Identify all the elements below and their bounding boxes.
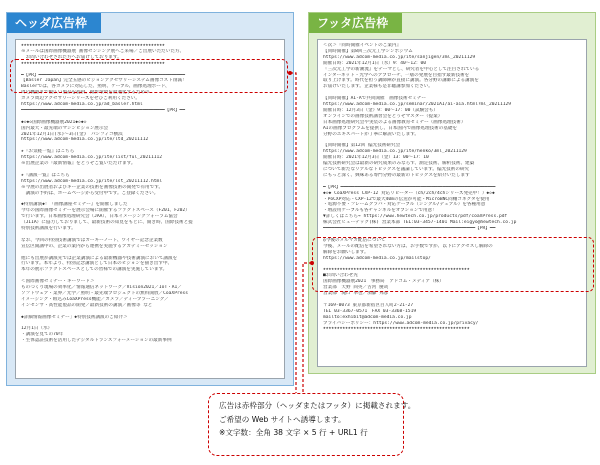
email-line: （JIIA）に協力しておりまして、最新技術の知見をもとに、開き時、国際技術と提 [21, 220, 193, 226]
note-line-1: 広告は赤枠部分（ヘッダまたはフッタ）に掲載されます。 [219, 401, 416, 410]
footer-ad-highlight [312, 237, 594, 292]
email-line: ★★★★★★★★★★★★★★★★★★★★★★★★★★★★★★★★★★★★★★★★★★★★★★★★★★★★★ [323, 326, 470, 332]
email-line: ★★★★★★★★★★★★★★★★★★★★★★★★★★★★★★★★★★★★★★★★★★★★★★★★★★★★ [21, 60, 165, 66]
email-line: 国内最大・最先端のマシンビジョン展示会 [21, 125, 109, 131]
email-line: ◆特別講演◆！『画像講座セミナー』を開催しました [21, 202, 128, 208]
email-line: https://www.adcom-media.co.jp/ite/list/ful_20211112 [21, 155, 163, 161]
note-line-2: ご希望の Web サイトへ誘導します。 [219, 414, 346, 424]
header-ad-highlight [10, 59, 288, 93]
email-line: 解除をお願いします。 [323, 249, 369, 255]
email-line: ソフトウェア・業界／光学／照明・最先端プロジェクトの無料開放／CoaXPress [21, 290, 189, 296]
email-line: イメージング・組込みCoaXPress機能／カメラ／ディープラーニング／ [21, 296, 169, 302]
email-line: ━━━━━━━━━━━━━━━━━━━━━━━━━━━━━━━━━━━━━━━━━━━━━━━━━━━━【PR】━━ [21, 107, 186, 113]
email-line: 特別技術講演を行います。 [21, 226, 76, 232]
ad-placement-note [208, 393, 416, 456]
email-line: TEL 03-3367-0571 FAX 03-3368-1519 [323, 308, 417, 314]
email-line: 宣伝区開講中の、企業の案内から連携を実施するアカデミーセッション [21, 243, 168, 249]
footer-email-sample [317, 39, 587, 367]
email-line: https://www.adcom-media.co.jp/ite/sanjigen/3ml_20211129 [323, 54, 476, 60]
email-line: 【同時開催】第12回 偏光技術研究会 [323, 143, 401, 149]
email-line: 【同時開催】AI-Aで共同開催 画像技術セミナー [323, 96, 426, 102]
email-line: ・電源不要・フレームグラバ・対応ケーブル（シングル/デュアル）を各種用意 [323, 202, 486, 208]
email-line: ・生体認証技術を活用したデジタルトランスフォーメーションの最新事例 [21, 338, 172, 344]
email-line: 行います。本年より、特別記念講演として日本のビジョンを描き出す中、 [21, 261, 173, 267]
note-line-3: ※文字数：全角 38 文字 × 5 行 + URL1 行 [219, 428, 368, 437]
email-line: インターネット・光学へのアプローチ、一層の発展を目指す最新技術を [323, 72, 470, 78]
footer-ad-tab: フッタ広告枠 [309, 13, 402, 33]
email-line: 【Basler Japan】完全五感のビジョンアクセサリーシステム画像コスト削減！ [21, 78, 187, 84]
email-line: ＜国際画像セミナー・キーワード＞ [21, 279, 95, 285]
email-line: なお、今回の特別技術講演ではカーキーノート、ワイヤー記念企業数 [21, 237, 163, 243]
email-line: ・増設用ケーブルも各チャンネルをオプションで用意！ [323, 208, 437, 214]
email-line: 本年の展示ファクトスペースとしての皆様での講演を実施しています。 [21, 267, 168, 273]
header-ad-tab: ヘッダ広告枠 [7, 13, 101, 33]
email-line: ※出展企業の『最新情報』をどうぞご覧いただけます。 [21, 161, 136, 167]
email-line: https://www.adcom-media.co.jp/mailstop/ [323, 255, 431, 261]
email-line: で行います。日本画像処理研究会（JAA）、日本イメージングフォーラム協会 [21, 214, 178, 220]
email-line: ※今展の出展者およびキー企業の技術を画像技術の開発で有用です。 [21, 184, 164, 190]
email-line: お問い合わせされた方へお届けしております。 [21, 54, 122, 60]
email-line: ◆◇◆◇国際画像機器展2021◆◇◆◇ [21, 119, 87, 125]
email-line: 分野のエキスパートが丁寧に解説いたします。 [323, 131, 420, 137]
email-line: 営業部 滝口 準也／加藤 邦彦 [323, 290, 389, 296]
email-line: ━【PR】━━━━━━━━━━━━━━━━━━━━━━━━━━━━━━━━━━━━━━━━━━━━━━━━━━━━━ [21, 72, 186, 78]
email-line: 今後、メールの配信を希望されない方は、お手数ですが、以下にアクセスし解除の [323, 243, 493, 249]
email-line: ━【PR】━━━━━━━━━━━━━━━━━━━━━━━━━━━━━━━━━━━━━━━━━━━━━━━━━━━━━━━━ [323, 184, 496, 190]
email-line: お届けいたします。企業様も是非聴講参加ください。 [323, 84, 433, 90]
email-line: 偏光技術研究会は最新の研究成果のみならず、測定技術、解析技術、建築 [323, 161, 475, 167]
email-line: ◎今後のメルマガ配信について [323, 237, 386, 243]
email-line: Baslerでは、各カメラに対応した、照明、ケーブル、画像処理ボード、 [21, 84, 170, 90]
email-line: https://www.adcom-media.co.jp/ite/lst_20211112.html [21, 178, 163, 184]
email-line: ★『お気軽一覧』はこちら [21, 149, 75, 155]
email-line: プライバシーポリシー：https://www.adcom-media.co.jp/privacy/ [323, 320, 479, 326]
email-line: 講演の予約は、ホームページから受付中です。ご登録ください。 [21, 190, 159, 196]
email-line: カメラ周辺アクセサリーシリーズをぜひご利用ください。 [21, 96, 140, 102]
email-line: 営業部 天野 尚英／古河 慶哉 [323, 285, 389, 291]
email-line: https://www.adcom-media.co.jp/ite/henko/3ml_20211129 [323, 149, 467, 155]
email-line: 開催日時：12月3日（金）9：00～17：00（試験会も） [323, 107, 438, 113]
email-line: ＜次＞『同時開催イベントのご案内』 [323, 43, 402, 48]
email-line: AIの画像プログラムを提供し、日本国内で画像処理技術の基礎を [323, 125, 458, 131]
email-line: について新たなリアルなトピックスを議論しています。偏光技術の研究 [323, 167, 470, 172]
email-line: ▼詳しくはこちら→ https://www.hewtech.co.jp/products/pdf/coaXPress.pdf [323, 214, 508, 220]
email-line: 国際画像機器展2021 事務局 アドコム・メディア（株） [323, 279, 444, 285]
email-line: 〒169-0073 東京都新宿区百人町2-21-27 [323, 302, 414, 308]
email-line: ◆詳細情報画像セミナー」◆特別技術講演のご紹介＞ [21, 314, 128, 320]
email-line: ★『講演一覧』はこちら [21, 172, 70, 178]
email-line: 取り上げます。時代を担う講師陣が直接に講演。各分野の講師による講演を [323, 78, 479, 84]
email-line: https://www.adcom-media.co.jp/ite/ltd_20211112 [21, 137, 149, 143]
email-line: オンラインでの画像技術講習会をどうぞマスター（提案） [323, 113, 443, 119]
email-line: ━━━━━━━━━━━━━━━━━━━━━━━━━━━━━━━━━━━━━━━━━━━━━━━━━━━━━━━【PR】━━ [323, 226, 496, 232]
email-line: 開催日時：2021年12月1日（水）9：40～12：00 [323, 60, 427, 66]
email-line: mailto:exhibit@adcom-media.co.jp [323, 314, 412, 320]
footer-ad-panel [308, 12, 596, 374]
email-line: ★★★★★★★★★★★★★★★★★★★★★★★★★★★★★★★★★★★★★★★★★★★★★★★★★★★★★ [323, 267, 470, 273]
email-line: 開催日時：2021年12月3日（金）13：00～17：10 [323, 155, 429, 161]
email-line: 周辺機器まで幅広い製品を提供。撮影環境を最適化するための [21, 90, 150, 96]
email-line: ◆◇◆ CoaXPress CXP-12 対応リピーター（ch/2ch/4chシリーズ発売中！）◆◇◆ [323, 190, 495, 196]
email-line: 日本画像処理研究会や実装のよる画像教育セミナー（画像処理技術） [323, 119, 466, 125]
email-line: 【同時開催】第8回三次元工学シンポジウム [323, 48, 413, 54]
email-line: ■お問い合わせ先 [323, 273, 358, 279]
email-line: にもっと深く、興味ある専門分野の最新のトピックスを紹介いたします [323, 172, 470, 178]
email-line: 『三次元工学の新潮流』をテーマとし、研究者を中心として注目されている [323, 66, 480, 72]
email-line: https://www.adcom-media.co.jp/seminar/2021AI/ai-aia.html?ml_20211129 [323, 102, 512, 108]
email-line: 今年の国際画像セミナーを展示会場に開催するファクトスペース（F201、F202） [21, 208, 190, 214]
email-line: ★★★★★★★★★★★★★★★★★★★★★★★★★★★★★★★★★★★★★★★★★★★★★★★★★★★★ [21, 43, 165, 48]
email-line: ・PoCXP対応・CXP-12で最大40mの伝送が可能・MicroBNC同軸コネクタを使用 [323, 196, 490, 202]
email-line: インセンサ・高性能製品の開発／最新技術の講演／画像等 など [21, 302, 153, 308]
email-line: ・講演を見ての70年 [21, 332, 64, 338]
email-line: 12月1日（水） [21, 326, 53, 332]
email-line: ものづくり現場の効率化／情報通信ネットワーク／Vision2021／IoT・AI／ [21, 285, 182, 291]
email-line: https://www.adcom-media.co.jp/ad_basler.html [21, 102, 143, 108]
email-line: 他にも出展が講演先では企業講演による最新機器や技術講演において講演を [21, 255, 178, 261]
email-line: ※メールは国際画像機器展 画像センシング展へご来場／ご出展いただいた方、 [21, 48, 185, 54]
email-line: 2021年12月1日(水)～3日(金) パシフィコ横浜 [21, 131, 123, 137]
email-line: 株式会社ヒューテック(株) 営業本部 TEL:03-3457-1401 Mail:eigyo@hewtech.co.jp [323, 220, 517, 226]
